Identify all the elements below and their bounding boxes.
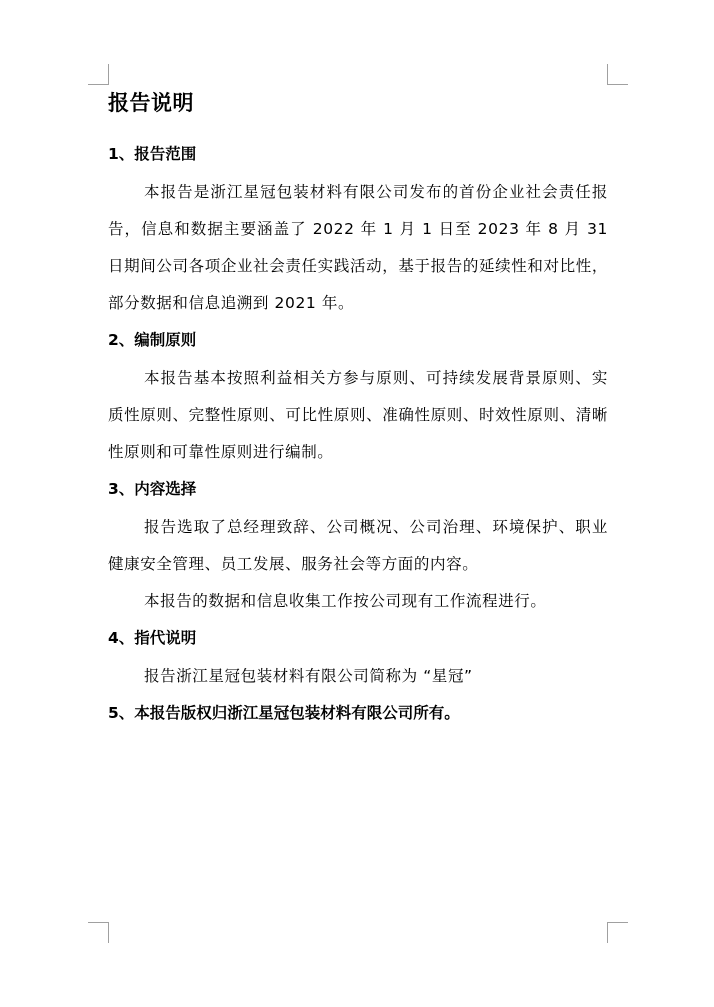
section-paragraph: 报告选取了总经理致辞、公司概况、公司治理、环境保护、职业健康安全管理、员工发展、服务社会等方面的内容。 <box>108 518 608 573</box>
section-compilation-principles <box>108 328 608 471</box>
section-paragraph: 本报告的数据和信息收集工作按公司现有工作流程进行。 <box>144 592 547 610</box>
section-paragraph: 本报告是浙江星冠包装材料有限公司发布的首份企业社会责任报告，信息和数据主要涵盖了 2022 年 1 月 1 日至 2023 年 8 月 31 日期间公司各项企业社会责任实践活动，基于报告的延续性和对比性，部分数据和信息追溯到 2021 年。 <box>108 183 608 312</box>
section-reference-note <box>108 626 608 695</box>
crop-mark-top-left <box>88 64 109 85</box>
crop-mark-bottom-right <box>607 922 628 943</box>
document-body <box>108 86 608 725</box>
section-paragraph: 报告浙江星冠包装材料有限公司简称为 “星冠” <box>144 667 473 685</box>
crop-mark-top-right <box>607 64 628 85</box>
section-heading: 2、编制原则 <box>108 331 197 349</box>
section-heading: 4、指代说明 <box>108 629 197 647</box>
section-paragraph: 本报告基本按照利益相关方参与原则、可持续发展背景原则、实质性原则、完整性原则、可比性原则、准确性原则、时效性原则、清晰性原则和可靠性原则进行编制。 <box>108 369 608 461</box>
page-title: 报告说明 <box>108 91 194 115</box>
section-heading: 3、内容选择 <box>108 480 197 498</box>
copyright-statement: 5、本报告版权归浙江星冠包装材料有限公司所有。 <box>108 704 460 722</box>
section-heading: 1、报告范围 <box>108 145 197 163</box>
crop-mark-bottom-left <box>88 922 109 943</box>
section-report-scope <box>108 142 608 322</box>
section-content-selection <box>108 477 608 620</box>
